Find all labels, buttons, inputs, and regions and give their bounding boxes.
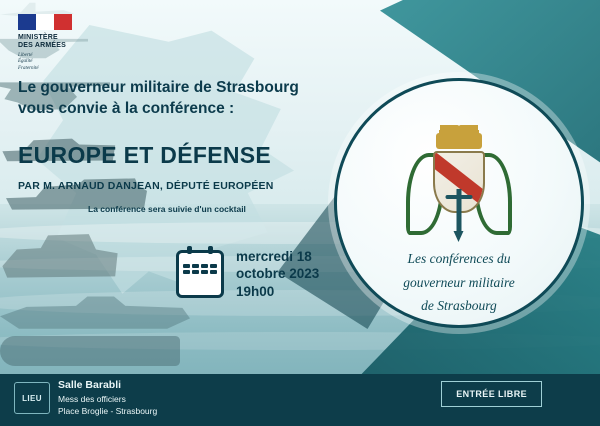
ministry-title-line1: MINISTÈRE (18, 34, 58, 41)
venue-info (58, 378, 157, 417)
venue-line1: Mess des officiers (58, 393, 126, 404)
headline-line2: vous convie à la conférence : (18, 99, 235, 117)
calendar-icon (176, 250, 224, 298)
crest-caption-line1: Les conférences du (407, 251, 511, 266)
ministry-logo-title (18, 34, 96, 50)
crest-caption-line2: gouverneur militaire (403, 274, 515, 290)
ministry-logo (18, 14, 96, 72)
motto-line1: Liberté (18, 53, 33, 59)
crown-icon (436, 133, 482, 149)
lieu-label: LIEU (14, 382, 50, 414)
date-month-year: octobre 2023 (236, 266, 320, 282)
crest-caption (359, 247, 559, 318)
date-text (236, 248, 319, 300)
conference-title: EUROPE ET DÉFENSE (18, 142, 272, 168)
headline (18, 78, 358, 120)
date-time: 19h00 (236, 283, 275, 299)
free-entry-badge: ENTRÉE LIBRE (441, 381, 542, 407)
headline-line1: Le gouverneur militaire de Strasbourg (18, 79, 299, 96)
cocktail-note: La conférence sera suivie d'un cocktail (88, 204, 246, 214)
coat-of-arms-icon (406, 133, 512, 237)
crest-caption-line3: de Strasbourg (421, 298, 497, 314)
motto-line3: Fraternité (18, 65, 39, 71)
crest-circle (334, 78, 584, 328)
french-flag-icon (18, 14, 72, 30)
date-block (176, 248, 319, 300)
submarine-icon (0, 336, 180, 366)
ministry-title-line2: DES ARMÉES (18, 42, 67, 50)
venue-line2: Place Broglie - Strasbourg (58, 405, 158, 416)
date-day: mercredi 18 (236, 249, 312, 264)
venue-name: Salle Barabli (58, 378, 122, 391)
motto-line2: Égalité (18, 59, 33, 65)
speaker-line: PAR M. ARNAUD DANJEAN, DÉPUTÉ EUROPÉEN (18, 180, 274, 192)
republic-motto (18, 53, 96, 72)
sword-icon (457, 189, 462, 233)
